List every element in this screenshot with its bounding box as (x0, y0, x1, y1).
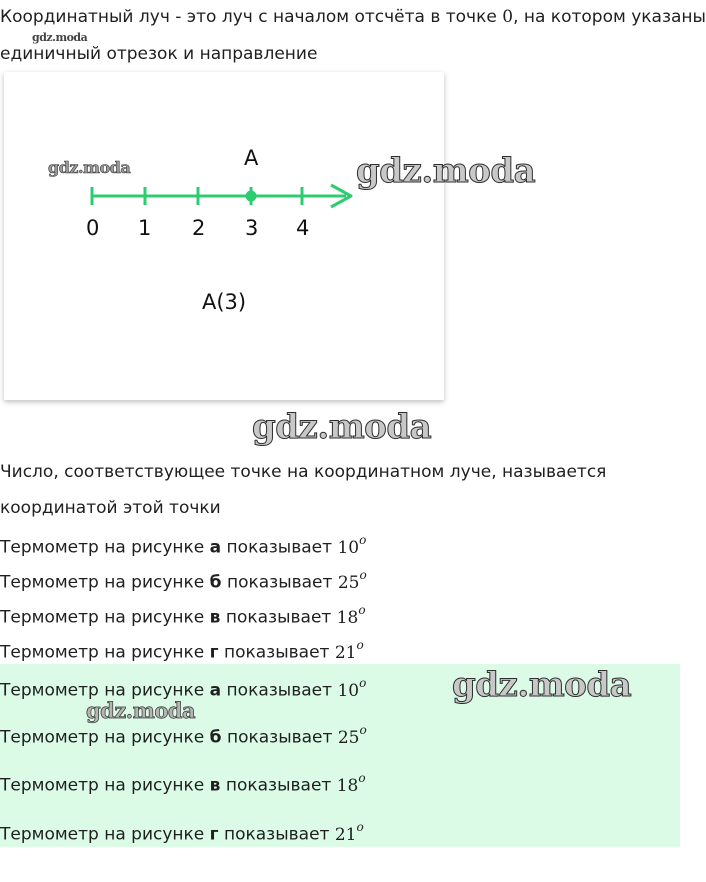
answer-v (0, 769, 366, 797)
answer-text: Термометр на рисунке (0, 775, 210, 796)
thermometer-a (0, 531, 366, 559)
tick-label-3: 3 (245, 216, 259, 240)
temperature-number: 10 (337, 680, 360, 701)
watermark-below-figure: gdz.moda (252, 407, 432, 447)
thermometer-value (334, 638, 364, 663)
answer-text: показывает (218, 824, 335, 845)
watermark-answer-left: gdz.moda (86, 698, 196, 723)
answer-text: показывает (221, 727, 338, 748)
answer-text: Термометр на рисунке (0, 680, 210, 701)
degree-sign: o (356, 638, 364, 652)
thermometer-g (0, 636, 364, 664)
thermometer-letter: г (209, 642, 219, 663)
temperature-number: 25 (337, 727, 360, 748)
definition-line-1: Число, соответствующее точке на координатном луче, называется (0, 462, 607, 482)
answer-g (0, 818, 364, 846)
degree-sign: o (358, 603, 366, 617)
answer-text: Термометр на рисунке (0, 824, 210, 845)
thermometer-letter: а (209, 537, 222, 558)
thermometer-text: Термометр на рисунке (0, 537, 210, 558)
temperature-number: 18 (336, 607, 359, 628)
temperature-number: 21 (334, 642, 357, 663)
intro-text-before: Координатный луч - это луч с началом отсчёта в точке (0, 7, 503, 27)
temperature-number: 18 (336, 775, 359, 796)
thermometer-value (336, 603, 366, 628)
tick-label-4: 4 (296, 216, 310, 240)
degree-sign: o (356, 820, 364, 834)
intro-math-zero: 0 (502, 7, 514, 27)
definition-line-2: координатой этой точки (0, 498, 221, 518)
degree-sign: o (358, 771, 366, 785)
intro-line-1 (0, 6, 706, 28)
thermometer-text: Термометр на рисунке (0, 642, 210, 663)
intro-line-2: единичный отрезок и направление (0, 44, 318, 64)
watermark-answer-right: gdz.moda (452, 665, 632, 705)
degree-sign: o (359, 568, 367, 582)
thermometer-text: показывает (220, 607, 337, 628)
answer-value (337, 676, 367, 701)
point-a-label: A (244, 146, 259, 170)
thermometer-text: показывает (218, 642, 335, 663)
answer-letter: а (209, 680, 222, 701)
answer-letter: г (209, 824, 219, 845)
answer-text: показывает (221, 680, 338, 701)
answer-letter: б (209, 727, 222, 748)
thermometer-letter: б (209, 572, 222, 593)
answer-value (336, 771, 366, 796)
intro-text-after: , на котором указаны (513, 7, 706, 27)
point-a-coordinate: A(3) (202, 290, 247, 314)
point-a-marker (246, 191, 257, 202)
watermark-figure-small: gdz.moda (48, 158, 131, 177)
thermometer-value (337, 568, 367, 593)
coordinate-ray-svg (4, 72, 444, 400)
thermometer-v (0, 601, 366, 629)
answer-text: Термометр на рисунке (0, 727, 210, 748)
thermometer-text: Термометр на рисунке (0, 607, 210, 628)
thermometer-b (0, 566, 367, 594)
coordinate-ray-figure (4, 72, 444, 400)
thermometer-text: показывает (221, 537, 338, 558)
answer-value (337, 723, 367, 748)
degree-sign: o (359, 533, 367, 547)
temperature-number: 10 (337, 537, 360, 558)
tick-label-0: 0 (86, 216, 100, 240)
answer-b (0, 721, 367, 749)
answer-text: показывает (220, 775, 337, 796)
thermometer-text: Термометр на рисунке (0, 572, 210, 593)
watermark-tiny: gdz.moda (32, 31, 88, 44)
watermark-figure-right: gdz.moda (356, 151, 536, 191)
thermometer-letter: в (209, 607, 221, 628)
tick-label-2: 2 (192, 216, 206, 240)
degree-sign: o (359, 723, 367, 737)
temperature-number: 21 (334, 824, 357, 845)
answer-letter: в (209, 775, 221, 796)
temperature-number: 25 (337, 572, 360, 593)
thermometer-value (337, 533, 367, 558)
tick-label-1: 1 (138, 216, 152, 240)
answer-value (334, 820, 364, 845)
degree-sign: o (359, 676, 367, 690)
thermometer-text: показывает (221, 572, 338, 593)
